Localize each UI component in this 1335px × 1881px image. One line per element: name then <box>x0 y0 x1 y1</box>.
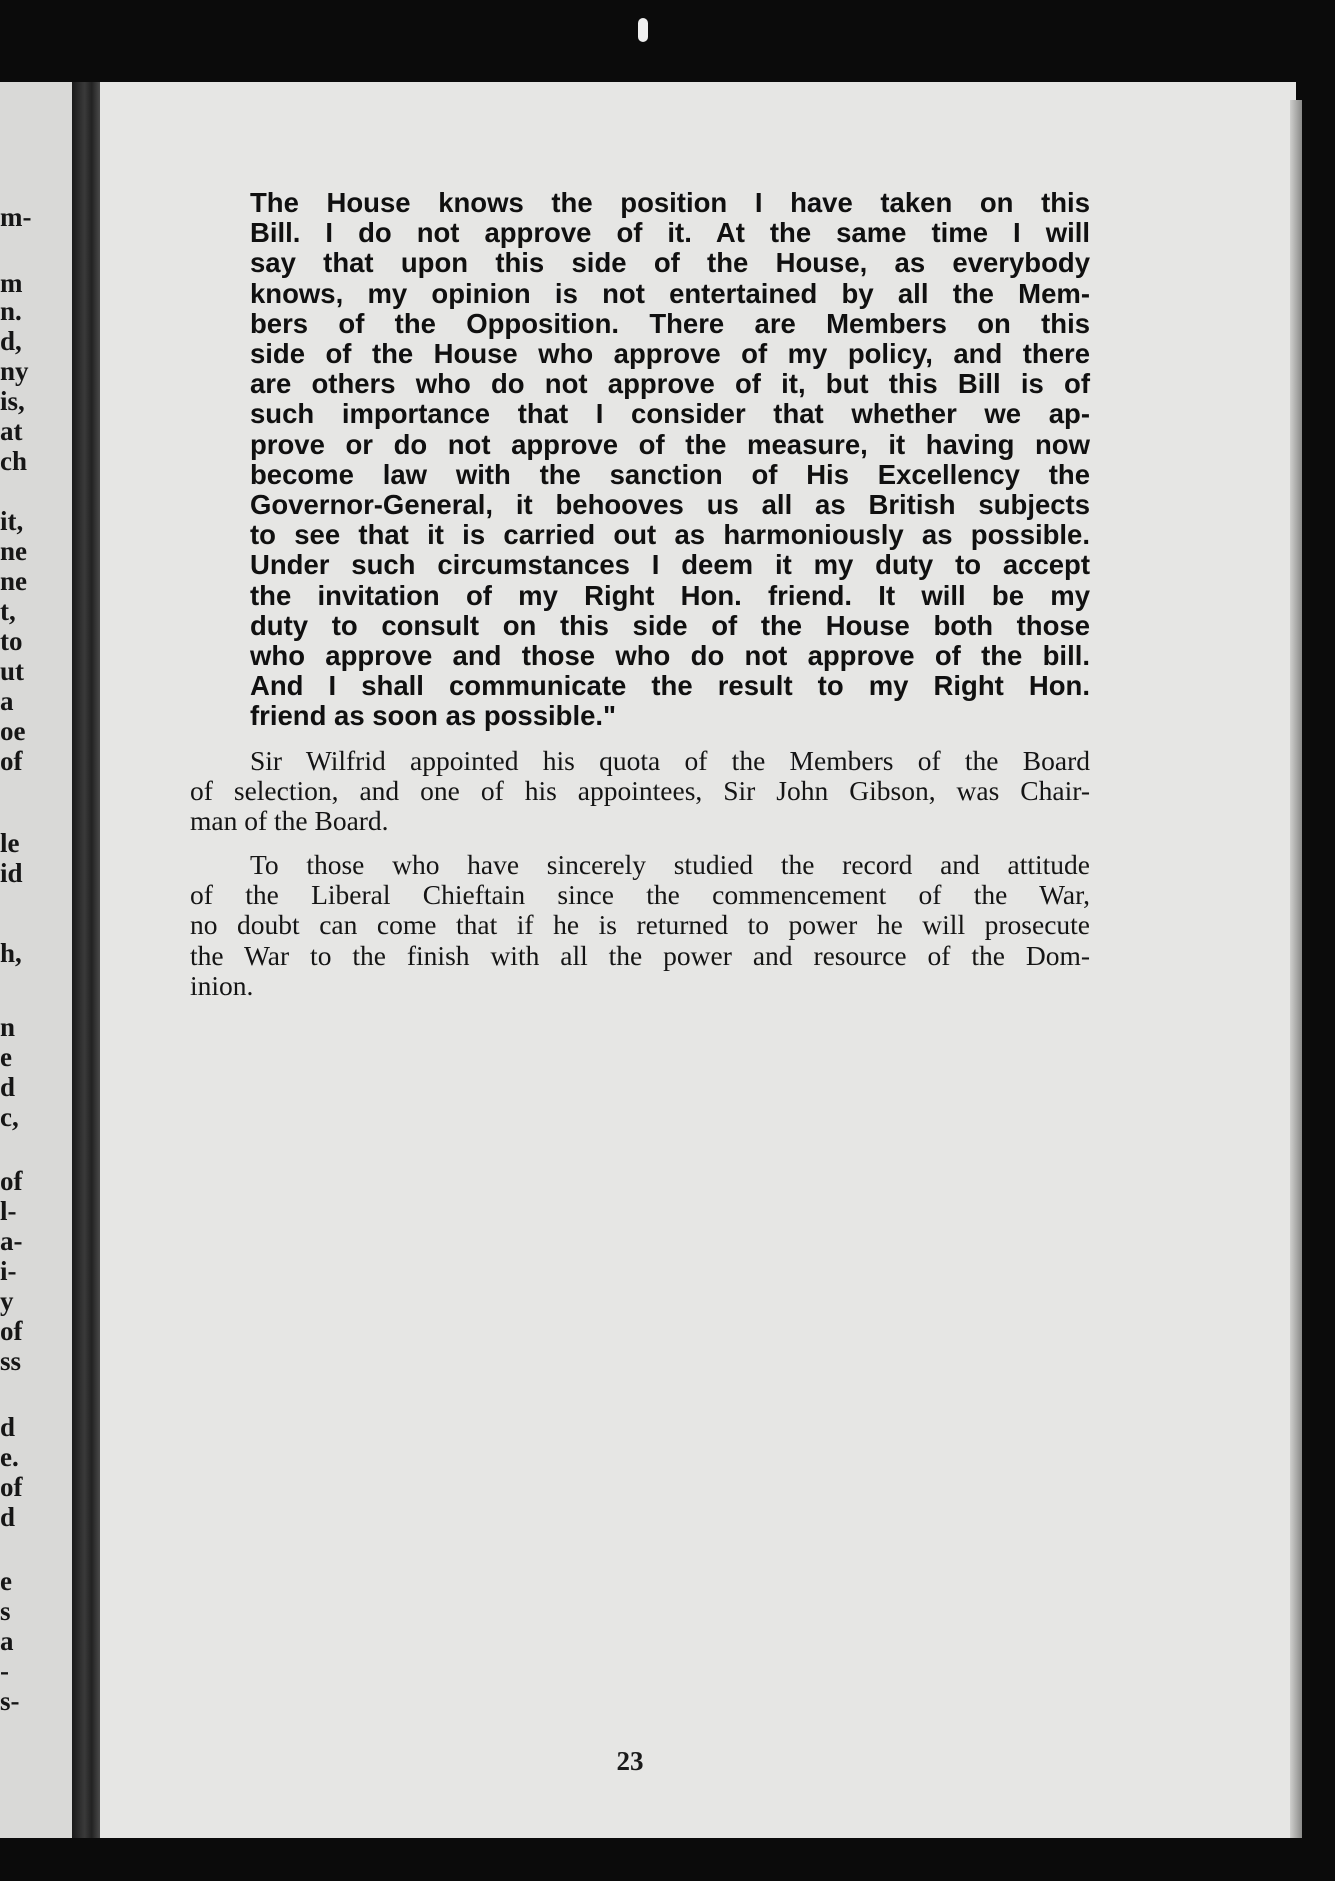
left-fragment: at <box>0 416 23 446</box>
left-fragment: n. <box>0 296 22 326</box>
left-fragment: a <box>0 686 14 716</box>
left-fragment: oe <box>0 716 26 746</box>
left-fragment: s- <box>0 1686 20 1716</box>
left-fragment: ny <box>0 356 29 386</box>
quote-line: the invitation of my Right Hon. friend. It will be my <box>250 579 1090 611</box>
left-fragment: of <box>0 1316 23 1346</box>
left-fragment: h, <box>0 938 22 968</box>
left-fragment: i- <box>0 1256 17 1286</box>
top-scan-mark <box>638 18 648 42</box>
quote-line: Governor-General, it behooves us all as British subjects <box>250 489 1090 521</box>
left-fragment: t, <box>0 596 16 626</box>
left-fragment: d <box>0 1412 16 1442</box>
quote-line: say that upon this side of the House, as everybody <box>250 247 1090 279</box>
paragraph-line: of the Liberal Chieftain since the commencement of the War, <box>190 879 1090 911</box>
paragraph-board-appointment <box>190 746 1090 837</box>
left-fragment: is, <box>0 386 25 416</box>
quote-line: friend as soon as possible." <box>250 700 617 732</box>
left-fragment: id <box>0 858 23 888</box>
left-fragment: e. <box>0 1442 19 1472</box>
left-fragment: ne <box>0 566 27 596</box>
page-right-edge <box>1290 100 1302 1838</box>
page-number: 23 <box>616 1746 644 1776</box>
quote-line: bers of the Opposition. There are Members on this <box>250 307 1090 339</box>
paragraph-line: the War to the finish with all the power and resource of the Dom- <box>190 939 1090 971</box>
quoted-speech <box>250 188 1090 732</box>
left-fragment: d <box>0 1072 16 1102</box>
left-page-text-fragments <box>0 82 80 1838</box>
left-fragment: d <box>0 1502 16 1532</box>
left-fragment: d, <box>0 326 22 356</box>
left-fragment: n <box>0 1012 16 1042</box>
quote-line: side of the House who approve of my policy, and there <box>250 338 1090 370</box>
left-fragment: e <box>0 1566 12 1596</box>
quote-line: to see that it is carried out as harmoniously as possible. <box>250 519 1090 551</box>
left-fragment: of <box>0 1472 23 1502</box>
book-gutter <box>72 82 100 1838</box>
left-fragment: of <box>0 746 23 776</box>
quote-line: knows, my opinion is not entertained by all the Mem- <box>250 277 1090 309</box>
paragraph-line: inion. <box>190 969 254 1001</box>
paragraph-line: Sir Wilfrid appointed his quota of the Members of the Board <box>250 745 1090 776</box>
left-fragment: - <box>0 1656 9 1686</box>
quote-line: And I shall communicate the result to my Right Hon. <box>250 670 1090 702</box>
quote-line: The House knows the position I have taken on this <box>250 187 1090 218</box>
paragraph-line: man of the Board. <box>190 805 389 837</box>
paragraph-liberal-chieftain <box>190 850 1090 1001</box>
left-fragment: ne <box>0 536 27 566</box>
left-fragment: of <box>0 1166 23 1196</box>
left-fragment: m- <box>0 202 32 232</box>
quote-line: duty to consult on this side of the House both those <box>250 609 1090 641</box>
quote-line: Bill. I do not approve of it. At the same time I will <box>250 217 1090 249</box>
quote-line: who approve and those who do not approve of the bill. <box>250 640 1090 672</box>
paragraph-line: of selection, and one of his appointees, Sir John Gibson, was Chair- <box>190 775 1090 807</box>
quote-line: prove or do not approve of the measure, it having now <box>250 428 1090 460</box>
quote-line: are others who do not approve of it, but this Bill is of <box>250 368 1090 400</box>
left-fragment: l- <box>0 1196 17 1226</box>
left-fragment: ch <box>0 446 27 476</box>
quote-line: Under such circumstances I deem it my duty to accept <box>250 549 1090 581</box>
paragraph-line: To those who have sincerely studied the record and attitude <box>250 849 1090 880</box>
left-page-edge <box>0 82 80 1838</box>
left-fragment: m <box>0 268 23 298</box>
left-fragment: s <box>0 1596 11 1626</box>
quote-line: become law with the sanction of His Excellency the <box>250 458 1090 490</box>
left-fragment: a <box>0 1626 14 1656</box>
quote-line: such importance that I consider that whether we ap- <box>250 398 1090 430</box>
left-fragment: e <box>0 1042 12 1072</box>
left-fragment: to <box>0 626 23 656</box>
left-fragment: it, <box>0 506 24 536</box>
left-fragment: ss <box>0 1346 22 1376</box>
left-fragment: ut <box>0 656 25 686</box>
left-fragment: y <box>0 1286 14 1316</box>
paragraph-line: no doubt can come that if he is returned to power he will prosecute <box>190 909 1090 941</box>
left-fragment: le <box>0 828 20 858</box>
left-fragment: c, <box>0 1102 19 1132</box>
left-fragment: a- <box>0 1226 23 1256</box>
